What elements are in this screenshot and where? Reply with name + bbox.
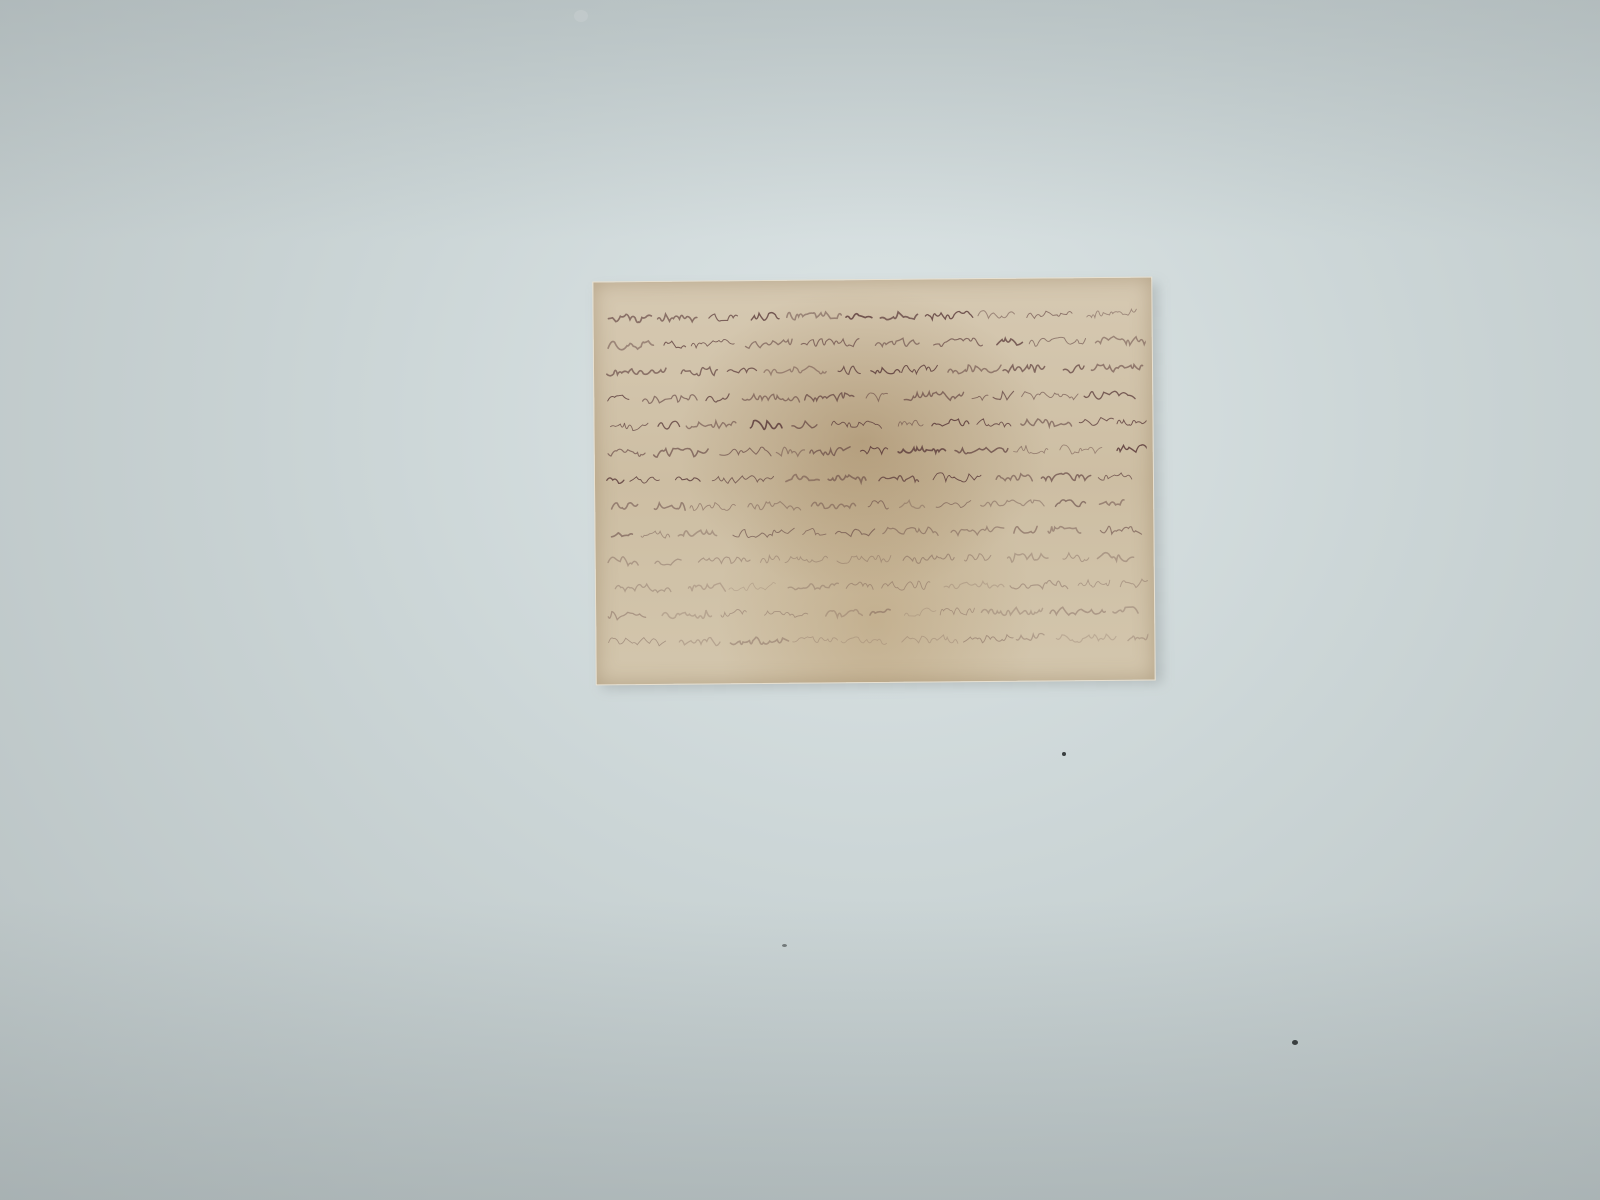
handwriting-word: [1016, 633, 1044, 640]
handwriting-word: [882, 581, 930, 590]
wall-speck: [1062, 752, 1066, 756]
handwriting-word: [880, 312, 917, 320]
handwriting-word: [654, 448, 709, 457]
handwriting-word: [643, 395, 698, 404]
handwriting-word: [1021, 419, 1072, 427]
handwriting-word: [1100, 526, 1141, 535]
handwriting-word: [996, 474, 1032, 481]
handwriting-word: [925, 311, 972, 319]
handwriting-word: [1060, 445, 1102, 454]
handwriting-word: [846, 582, 873, 590]
handwriting-word: [1099, 500, 1124, 505]
handwriting-word: [838, 366, 860, 374]
handwriting-word: [846, 314, 872, 319]
handwriting-word: [898, 447, 945, 453]
handwriting-word: [745, 339, 792, 348]
handwriting-word: [750, 420, 782, 429]
handwriting-word: [720, 447, 771, 456]
handwriting-word: [879, 476, 919, 482]
handwriting-word: [1087, 309, 1137, 317]
wall-speck: [782, 944, 787, 947]
handwriting-word: [963, 635, 1013, 643]
handwriting-word: [1022, 391, 1079, 400]
handwriting-word: [742, 394, 799, 402]
handwriting-word: [698, 557, 750, 564]
handwriting-word: [760, 555, 779, 562]
handwriting-word: [904, 392, 963, 401]
handwriting-word: [729, 582, 775, 590]
handwriting-word: [871, 368, 900, 374]
handwriting-word: [615, 584, 671, 593]
handwriting-word: [977, 419, 1011, 427]
handwriting-word: [933, 472, 981, 482]
handwriting-word: [1014, 445, 1048, 454]
handwriting-word: [785, 556, 828, 562]
handwriting-word: [1027, 311, 1072, 318]
handwriting-word: [1003, 365, 1045, 373]
handwriting-word: [955, 447, 1008, 453]
handwriting-word: [1041, 473, 1090, 481]
handwriting-word: [866, 393, 888, 401]
handwriting-word: [655, 559, 681, 565]
handwriting-word: [727, 368, 756, 373]
handwriting-word: [678, 530, 716, 536]
handwriting-word: [748, 501, 801, 510]
handwriting-word: [1095, 336, 1148, 345]
handwriting-word: [835, 529, 874, 537]
handwriting-word: [951, 527, 1004, 536]
handwriting-word: [1048, 526, 1081, 533]
handwriting-word: [1050, 607, 1105, 615]
handwriting-word: [630, 477, 659, 484]
handwriting-word: [1113, 607, 1138, 613]
handwriting-word: [826, 610, 863, 618]
handwriting-word: [712, 476, 773, 484]
handwriting-word: [811, 502, 855, 509]
handwriting-word: [831, 421, 881, 429]
handwriting-word: [764, 611, 807, 618]
handwriting-word: [1097, 552, 1133, 561]
handwriting-word: [691, 339, 734, 347]
handwriting-word: [609, 637, 666, 646]
handwriting-word: [837, 555, 891, 563]
handwritten-manuscript-icon: [599, 302, 1148, 677]
handwriting-word: [868, 501, 888, 509]
handwriting-word: [764, 366, 826, 375]
handwriting-word: [1098, 473, 1132, 480]
paper-header: [593, 282, 1151, 287]
handwriting-word: [793, 637, 838, 643]
handwriting-word: [932, 419, 969, 426]
handwriting-word: [675, 477, 700, 482]
handwriting-word: [664, 341, 686, 348]
handwriting-word: [1079, 417, 1113, 425]
handwriting-word: [902, 635, 958, 644]
handwriting-word: [934, 338, 983, 346]
handwriting-word: [860, 446, 887, 454]
handwriting-word: [654, 503, 685, 511]
handwriting-word: [1056, 634, 1116, 643]
handwriting-word: [608, 395, 629, 401]
handwriting-word: [1055, 500, 1085, 507]
handwriting-word: [786, 474, 819, 481]
handwriting-word: [902, 365, 938, 374]
handwriting-word: [810, 447, 850, 456]
handwriting-word: [1084, 391, 1135, 399]
handwriting-word: [1117, 419, 1149, 426]
handwriting-word: [805, 393, 854, 401]
handwriting-strokes: [599, 302, 1148, 677]
handwriting-word: [993, 391, 1014, 400]
handwriting-word: [607, 478, 624, 484]
handwriting-word: [948, 365, 1001, 374]
handwriting-word: [787, 312, 842, 320]
handwriting-word: [686, 421, 736, 429]
handwriting-word: [1117, 444, 1149, 452]
handwriting-word: [733, 528, 794, 537]
handwriting-word: [1010, 580, 1068, 589]
handwriting-word: [1063, 365, 1084, 373]
handwriting-word: [662, 610, 711, 619]
handwriting-word: [875, 338, 919, 346]
handwriting-word: [900, 500, 925, 508]
handwriting-word: [608, 314, 651, 323]
handwriting-word: [608, 557, 638, 566]
handwriting-word: [940, 608, 974, 616]
handwriting-word: [828, 475, 866, 483]
handwriting-word: [801, 339, 859, 348]
handwriting-word: [658, 314, 697, 322]
handwriting-word: [706, 394, 729, 402]
handwriting-word: [972, 395, 988, 400]
handwriting-word: [788, 583, 838, 590]
handwriting-word: [730, 637, 788, 645]
handwriting-word: [1008, 553, 1048, 562]
handwriting-word: [641, 531, 670, 538]
handwriting-word: [1120, 579, 1148, 588]
wall-speck: [574, 10, 588, 22]
handwriting-word: [792, 421, 817, 428]
handwriting-word: [978, 310, 1015, 318]
handwriting-word: [1078, 580, 1110, 587]
handwriting-word: [944, 581, 1004, 588]
handwriting-word: [1128, 634, 1149, 642]
handwriting-word: [608, 341, 653, 350]
handwriting-word: [679, 637, 720, 646]
handwriting-word: [751, 313, 779, 321]
handwriting-word: [608, 611, 645, 619]
handwriting-word: [1029, 337, 1085, 346]
handwriting-word: [997, 338, 1023, 345]
handwriting-word: [612, 503, 638, 509]
handwriting-word: [612, 533, 633, 537]
handwriting-word: [721, 609, 746, 617]
handwriting-word: [883, 527, 938, 536]
handwriting-word: [841, 637, 886, 645]
handwriting-word: [898, 420, 923, 426]
handwriting-word: [658, 421, 680, 429]
wall-speck: [1292, 1040, 1298, 1045]
handwriting-word: [688, 583, 725, 591]
handwriting-word: [965, 554, 991, 561]
handwriting-word: [904, 608, 936, 616]
handwriting-word: [1091, 364, 1142, 372]
handwriting-word: [776, 447, 804, 456]
handwriting-word: [681, 367, 717, 376]
handwritten-paper: [592, 277, 1156, 686]
handwriting-word: [1014, 526, 1037, 533]
handwriting-word: [610, 423, 648, 431]
handwriting-word: [690, 502, 735, 510]
handwriting-word: [981, 607, 1042, 615]
handwriting-word: [936, 501, 971, 508]
handwriting-word: [870, 609, 890, 615]
handwriting-word: [1063, 553, 1089, 562]
handwriting-word: [709, 314, 738, 321]
handwriting-word: [803, 528, 826, 535]
handwriting-word: [903, 554, 954, 563]
handwriting-word: [608, 449, 645, 457]
handwriting-word: [981, 500, 1044, 507]
handwriting-word: [607, 368, 666, 376]
